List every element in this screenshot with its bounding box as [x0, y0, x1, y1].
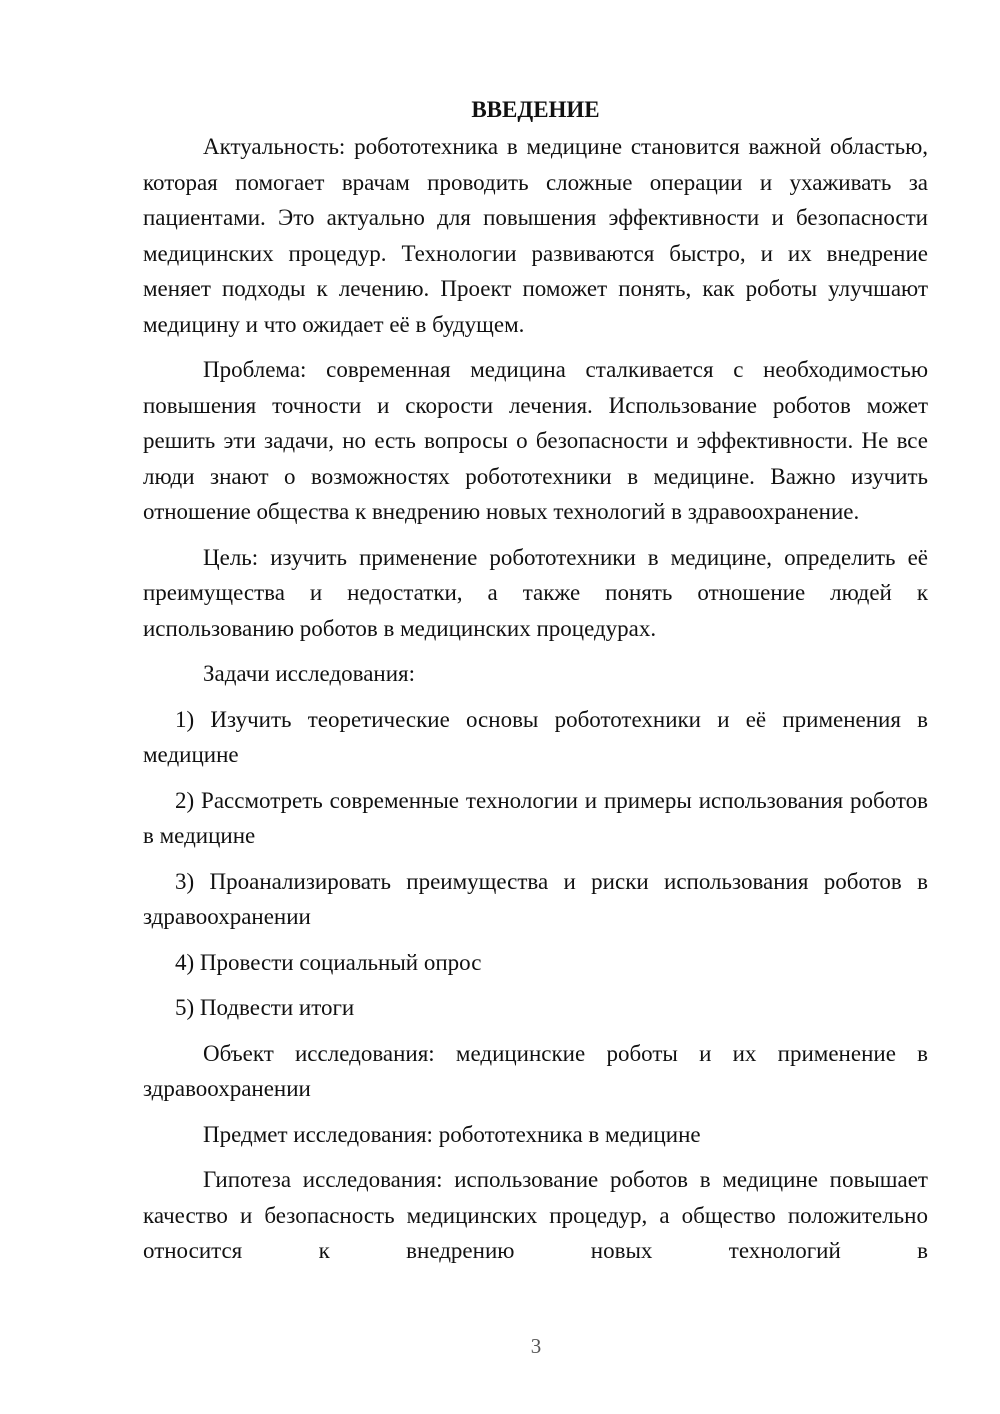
task-item-4: 4) Провести социальный опрос — [175, 949, 482, 975]
tasks-title: Задачи исследования: — [203, 661, 416, 686]
task-item-2: 2) Рассмотреть современные технологии и примеры использования роботов в медицине — [143, 787, 928, 848]
task-item-5: 5) Подвести итоги — [175, 995, 355, 1020]
page-content — [143, 92, 928, 1269]
hypothesis-paragraph: Гипотеза исследования: использование роботов в медицине повышает качество и безопасность медицинских процедур, а общество положительно относится к внедрению новых технологий в — [143, 1167, 928, 1263]
object-paragraph: Объект исследования: медицинские роботы и их применение в здравоохранении — [143, 1040, 928, 1101]
relevance-paragraph: Актуальность: робототехника в медицине становится важной областью, которая помогает врачам проводить сложные операции и ухаживать за пациентами. Это актуально для повышения эффективности и безопасности медицинских процедур. Технологии развиваются быстро, и их внедрение меняет подходы к лечению. Проект поможет понять, как роботы улучшают медицину и что ожидает её в будущем. — [143, 134, 928, 337]
problem-paragraph: Проблема: современная медицина сталкивается с необходимостью повышения точности и скорости лечения. Использование роботов может решить эти задачи, но есть вопросы о безопасности и эффективности. Не все люди знают о возможностях робототехники в медицине. Важно изучить отношение общества к внедрению новых технологий в здравоохранение. — [143, 357, 928, 524]
subject-paragraph: Предмет исследования: робототехника в медицине — [203, 1121, 701, 1147]
section-heading: ВВЕДЕНИЕ — [471, 97, 600, 122]
task-item-1: 1) Изучить теоретические основы робототехники и её применения в медицине — [143, 706, 928, 767]
task-item-3: 3) Проанализировать преимущества и риски использования роботов в здравоохранении — [143, 868, 928, 929]
goal-paragraph: Цель: изучить применение робототехники в медицине, определить её преимущества и недостатки, а также понять отношение людей к использованию роботов в медицинских процедурах. — [143, 544, 928, 641]
page-number: 3 — [530, 1334, 542, 1358]
